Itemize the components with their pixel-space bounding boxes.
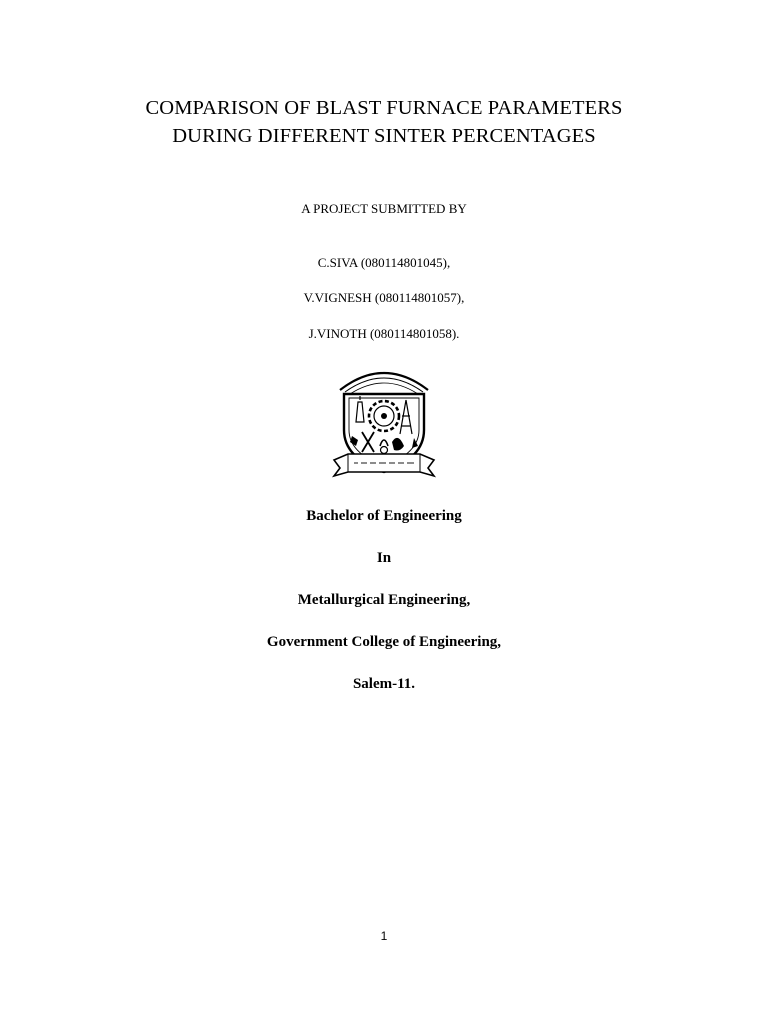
author-1: C.SIVA (080114801045), (317, 255, 451, 270)
author-3: J.VINOTH (080114801058). (308, 326, 460, 341)
degree-title: Bachelor of Engineering (306, 508, 462, 524)
author-2: V.VIGNESH (080114801057), (303, 290, 465, 305)
project-title (0, 94, 768, 150)
title-line-1: COMPARISON OF BLAST FURNACE PARAMETERS (145, 97, 623, 119)
college-emblem-icon (328, 360, 440, 484)
department-name: Metallurgical Engineering, (297, 592, 471, 608)
page-number: 1 (380, 929, 388, 943)
college-name: Government College of Engineering, (266, 634, 502, 650)
degree-in: In (376, 550, 392, 566)
title-line-2: DURING DIFFERENT SINTER PERCENTAGES (172, 125, 596, 147)
submitted-by-label: A PROJECT SUBMITTED BY (301, 201, 467, 216)
college-location: Salem-11. (352, 676, 416, 692)
